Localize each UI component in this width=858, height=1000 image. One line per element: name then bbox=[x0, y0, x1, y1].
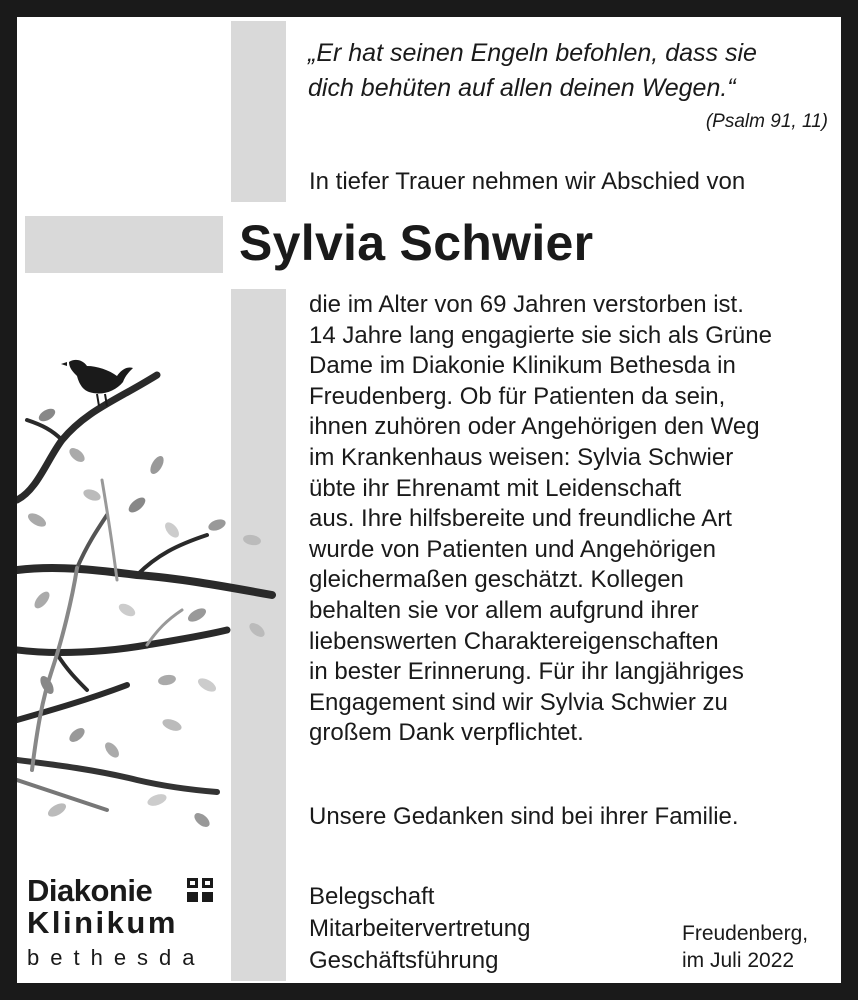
logo-line-klinikum: Klinikum bbox=[27, 905, 178, 940]
quote-source: (Psalm 91, 11) bbox=[705, 111, 828, 132]
place-date: Freudenberg, im Juli 2022 bbox=[682, 922, 809, 972]
logo-line-diakonie: Diakonie bbox=[27, 873, 153, 908]
diakonie-klinikum-logo bbox=[27, 873, 217, 973]
signer: Belegschaft bbox=[309, 883, 435, 910]
logo-line-bethesda: bethesda bbox=[27, 945, 206, 970]
cross-crossbar bbox=[25, 216, 223, 273]
signers-list bbox=[309, 881, 530, 977]
tree-bird-illustration bbox=[17, 340, 292, 850]
closing-line: Unsere Gedanken sind bei ihrer Familie. bbox=[309, 803, 739, 830]
cross-upper-beam bbox=[231, 21, 286, 202]
bible-quote: „Er hat seinen Engeln befohlen, dass sie dich behüten auf allen deinen Wegen.“ bbox=[308, 39, 757, 102]
deceased-name: Sylvia Schwier bbox=[239, 215, 594, 271]
obituary-body: die im Alter von 69 Jahren verstorben ist. 14 Jahre lang engagierte sie sich als Grüne Dame im Diakonie Klinikum Bethesda in Freudenberg. Ob für Patienten da sein, ihnen zuhören oder Angehörigen den Weg im Krankenhaus weisen: Sylvia Schwier übte ihr Ehrenamt mit Leidenschaft aus. Ihre hilfsbereite und freundliche Art wurde von Patienten und Angehörigen gleichermaßen geschätzt. Kollegen behalten sie vor allem aufgrund ihrer liebenswerten Charaktereigenschaften in bester Erinnerung. Für ihr langjähriges Engagement sind wir Sylvia Schwier zu großem Dank verpflichtet. bbox=[309, 291, 772, 747]
intro-line: In tiefer Trauer nehmen wir Abschied von bbox=[309, 168, 746, 195]
signer: Geschäftsführung bbox=[309, 947, 499, 974]
diakonie-cross-icon bbox=[187, 878, 213, 902]
signer: Mitarbeitervertretung bbox=[309, 915, 531, 942]
